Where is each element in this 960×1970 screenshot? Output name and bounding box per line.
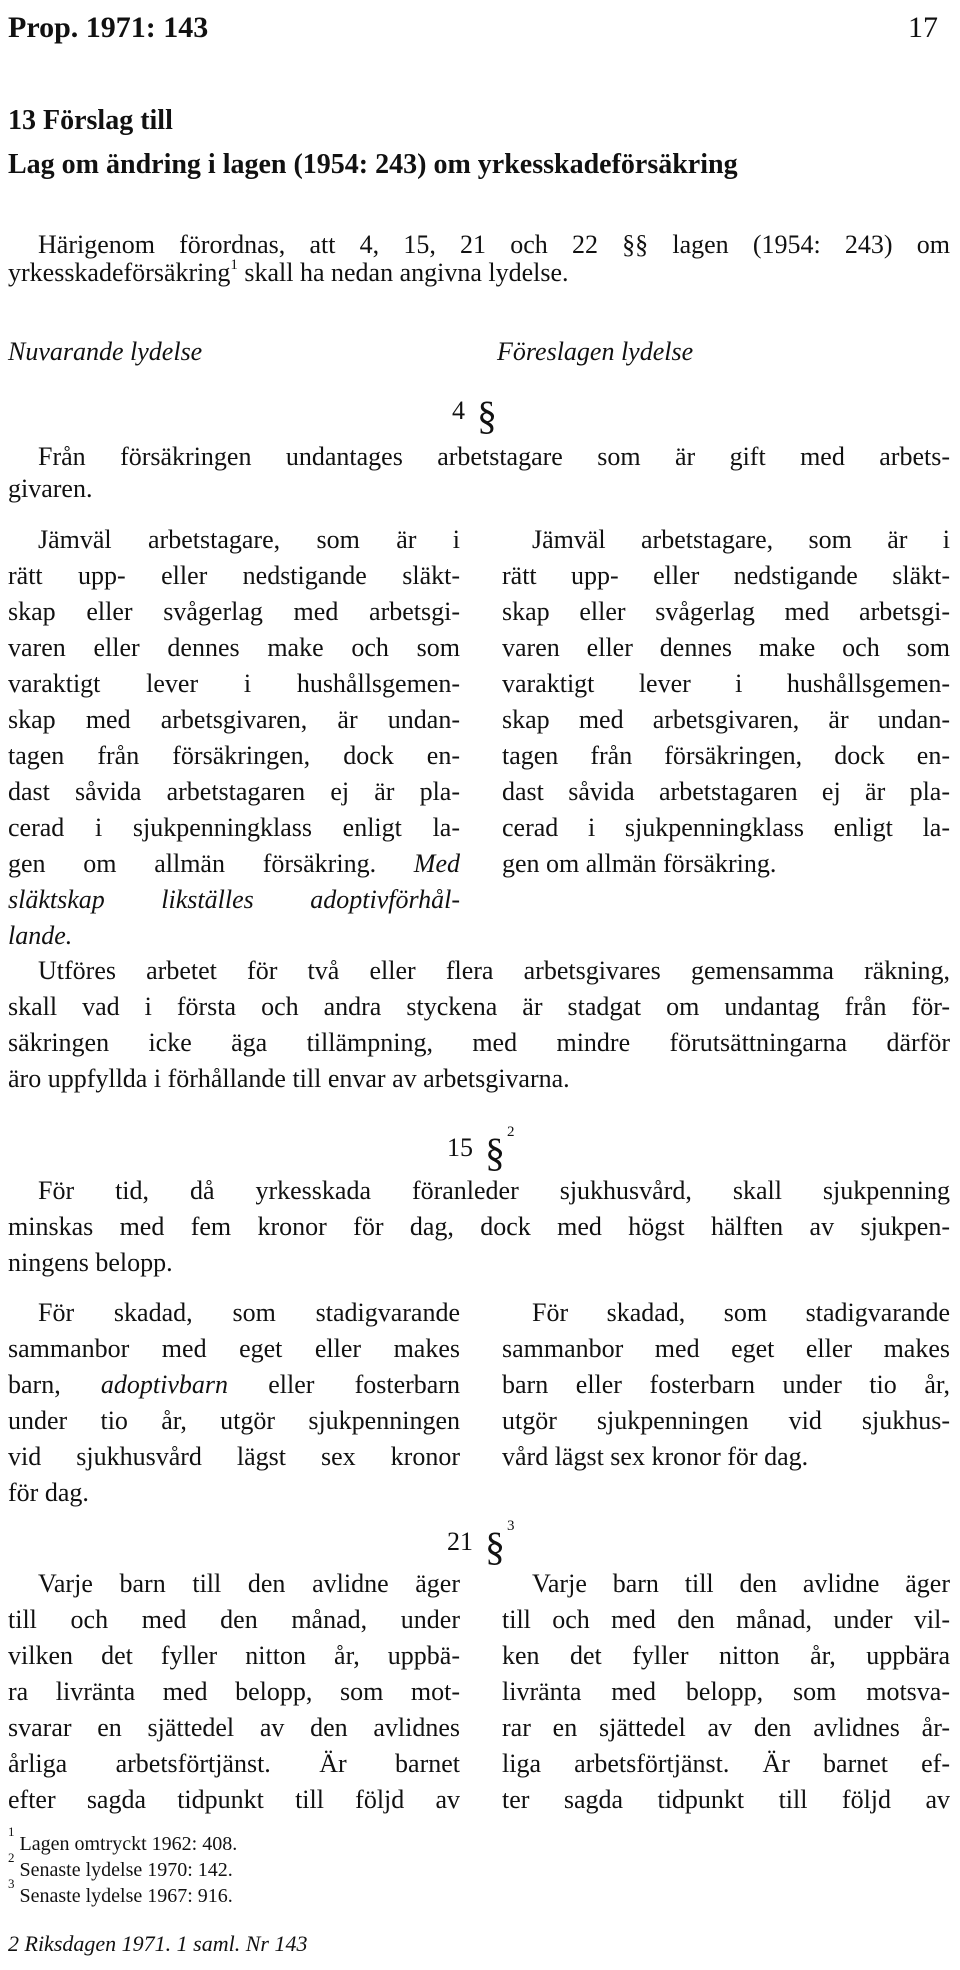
text-line: för dag. <box>8 1478 89 1507</box>
footer-signature: 2 Riksdagen 1971. 1 saml. Nr 143 <box>8 1931 308 1956</box>
section-sign-icon: § <box>477 393 497 438</box>
sec4-common-after-line: Utföres arbetet för två eller flera arbetsgivares gemensamma räkning, <box>38 956 950 985</box>
footnote-1: $^1$ Lagen omtryckt 1962: 408. <box>8 1824 238 1855</box>
sec4-common-line2: givaren. <box>8 474 93 503</box>
text-line: ra livränta med belopp, som mot- <box>8 1677 460 1706</box>
sec15-common-line: För tid, då yrkesskada föranleder sjukhusvård, skall sjukpenning <box>38 1176 950 1205</box>
text-line: årliga arbetsförtjänst. Är barnet <box>8 1749 460 1778</box>
text-line: utgör sjukpenningen vid sjukhus- <box>502 1406 950 1435</box>
text-line: varaktigt lever i hushållsgemen- <box>8 669 460 698</box>
text-line: cerad i sjukpenningklass enligt la- <box>8 813 460 842</box>
heading-current-wording: Nuvarande lydelse <box>8 337 203 366</box>
doc-title-line1: 13 Förslag till <box>8 105 173 136</box>
footnote-ref-1: 1 <box>230 257 238 274</box>
header-prop: Prop. 1971: 143 <box>8 11 209 44</box>
sec4-common-after-line: skall vad i första och andra styckena är stadgat om undantag från för- <box>8 992 950 1021</box>
text-line: rätt upp- eller nedstigande släkt- <box>502 561 950 590</box>
text-line: varaktigt lever i hushållsgemen- <box>502 669 950 698</box>
footnote-2: $^2$ Senaste lydelse 1970: 142. <box>8 1850 233 1881</box>
heading-proposed-wording: Föreslagen lydelse <box>497 337 694 366</box>
text-line: skap eller svågerlag med arbetsgi- <box>502 597 950 626</box>
text-line: rar en sjättedel av den avlidnes år- <box>502 1713 950 1742</box>
text-line: ken det fyller nitton år, uppbära <box>502 1641 950 1670</box>
text-line: För skadad, som stadigvarande <box>38 1298 460 1327</box>
section-15-heading: 15 § $^2$ <box>447 1124 515 1175</box>
text-line: till och med den månad, under <box>8 1605 460 1634</box>
text-line: till och med den månad, under vil- <box>502 1605 950 1634</box>
doc-title-line2: Lag om ändring i lagen (1954: 243) om yrkesskadeförsäkring <box>8 149 738 180</box>
footnote-3: $^3$ Senaste lydelse 1967: 916. <box>8 1876 233 1907</box>
sec4-common-after-line: säkringen icke äga tillämpning, med mindre förutsättningarna därför <box>8 1028 950 1057</box>
text-line: sammanbor med eget eller makes <box>502 1334 950 1363</box>
text-line: Jämväl arbetstagare, som är i <box>38 525 460 554</box>
text-line: Jämväl arbetstagare, som är i <box>532 525 950 554</box>
text-line: vilken det fyller nitton år, uppbä- <box>8 1641 460 1670</box>
text-line: dast såvida arbetstagaren ej är pla- <box>8 777 460 806</box>
sec15-common-line: minskas med fem kronor för dag, dock med högst hälften av sjukpen- <box>8 1212 950 1241</box>
footnote-ref-2: 2 <box>507 1124 515 1141</box>
footnote-ref-3: 3 <box>507 1518 515 1535</box>
text-line: vård lägst sex kronor för dag. <box>502 1442 809 1471</box>
text-line: ter sagda tidpunkt till följd av <box>502 1785 950 1814</box>
text-line: Varje barn till den avlidne äger <box>532 1569 950 1598</box>
sec15-common-line: ningens belopp. <box>8 1248 173 1277</box>
text-line: efter sagda tidpunkt till följd av <box>8 1785 460 1814</box>
section-sign-icon: § <box>485 1524 505 1569</box>
text-line: Varje barn till den avlidne äger <box>38 1569 460 1598</box>
text-line: varen eller dennes make och som <box>8 633 460 662</box>
text-line: skap med arbetsgivaren, är undan- <box>502 705 950 734</box>
text-line-italic: lande. <box>8 921 73 950</box>
text-line: gen om allmän försäkring. <box>502 849 777 878</box>
text-line: liga arbetsförtjänst. Är barnet ef- <box>502 1749 950 1778</box>
sec4-common-line1: Från försäkringen undantages arbetstagare som är gift med arbets- <box>38 442 950 471</box>
page-number: 17 <box>908 11 938 44</box>
intro-line2: yrkesskadeförsäkring$^1$ skall ha nedan angivna lydelse. <box>8 257 569 287</box>
text-line: livränta med belopp, som motsva- <box>502 1677 950 1706</box>
text-line: tagen från försäkringen, dock en- <box>8 741 460 770</box>
text-line: under tio år, utgör sjukpenningen <box>8 1406 460 1435</box>
text-line: gen om allmän försäkring. Med <box>8 849 460 878</box>
text-line: sammanbor med eget eller makes <box>8 1334 460 1363</box>
text-line: barn eller fosterbarn under tio år, <box>502 1370 950 1399</box>
text-line-italic: släktskap likställes adoptivförhål- <box>8 885 460 914</box>
sec4-common-after-line: äro uppfyllda i förhållande till envar av arbetsgivarna. <box>8 1064 570 1093</box>
text-line: varen eller dennes make och som <box>502 633 950 662</box>
text-line: För skadad, som stadigvarande <box>532 1298 950 1327</box>
text-line: skap eller svågerlag med arbetsgi- <box>8 597 460 626</box>
text-line: vid sjukhusvård lägst sex kronor <box>8 1442 460 1471</box>
text-line: skap med arbetsgivaren, är undan- <box>8 705 460 734</box>
intro-line1: Härigenom förordnas, att 4, 15, 21 och 22 §§ lagen (1954: 243) om <box>38 230 950 259</box>
text-line: rätt upp- eller nedstigande släkt- <box>8 561 460 590</box>
section-4-heading: 4 § <box>452 393 497 438</box>
text-line: barn, adoptivbarn eller fosterbarn <box>8 1370 460 1399</box>
section-21-heading: 21 § $^3$ <box>447 1518 515 1569</box>
text-line: cerad i sjukpenningklass enligt la- <box>502 813 950 842</box>
text-line: svarar en sjättedel av den avlidnes <box>8 1713 460 1742</box>
section-sign-icon: § <box>485 1130 505 1175</box>
text-line: tagen från försäkringen, dock en- <box>502 741 950 770</box>
text-line: dast såvida arbetstagaren ej är pla- <box>502 777 950 806</box>
